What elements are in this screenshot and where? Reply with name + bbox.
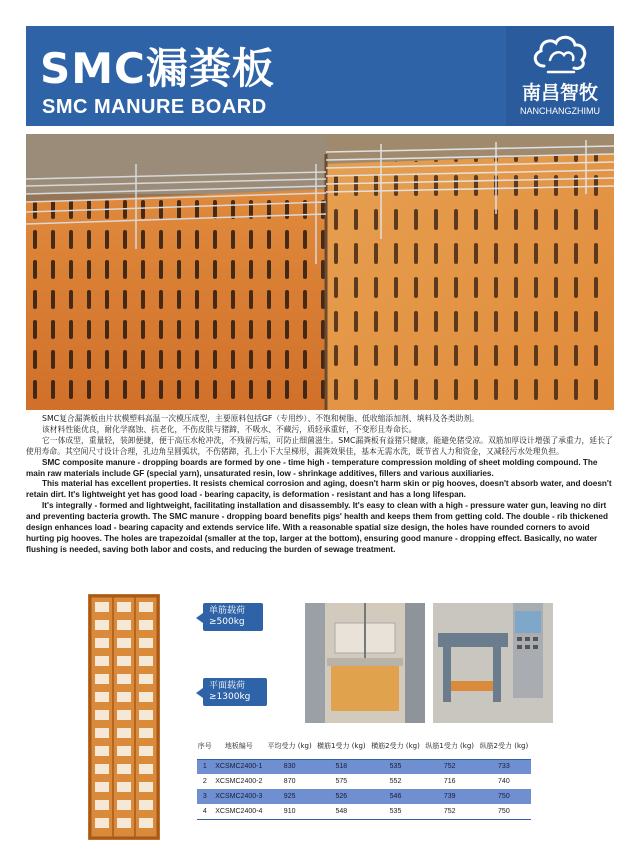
description-cn-paragraph-3: 它一体成型，重量轻，装卸便捷，便于高压水枪冲洗，不残留污垢，可防止细菌滋生。SMC漏粪板有益猪只健康，能避免猪受凉。双筋加厚设计增强了承重力，延长了使用寿命。其空间尺寸设计合理，孔边角呈圆弧状，不伤猪蹄，孔上小下大呈梯形，漏粪效果佳，基本无需水洗，既节省人力和资金，又减轻污水处理负担。 <box>26 435 613 456</box>
description-en-paragraph-1: SMC composite manure - dropping boards are formed by one - time high - temperature compression molding of sheet molding compound. The main raw materials include GF (special yarn), unsaturated resin, low - shrinkage additives, fillers and various auxiliaries. <box>26 457 598 478</box>
table-cell: 548 <box>314 804 368 819</box>
table-cell: 925 <box>265 789 314 804</box>
table-cell: XCSMC2400-3 <box>213 789 265 804</box>
brand-logo <box>506 26 614 126</box>
column-header: 序号 <box>197 735 213 759</box>
table-cell: 2 <box>202 778 207 785</box>
description-cn-paragraph-1: SMC复合漏粪板由片状模塑料高温一次模压成型，主要原料包括GF（专用纱）、不饱和树脂、低收缩添加剂、填料及各类助剂。 <box>42 414 479 423</box>
table-cell: 546 <box>368 789 422 804</box>
column-header: 地板编号 <box>213 735 265 759</box>
barn-floor-photo <box>26 134 614 410</box>
table-header-row <box>197 735 531 759</box>
single-rib-load-callout <box>203 603 263 631</box>
callout-arrow-1 <box>196 613 203 623</box>
brand-name-cn: 南昌智牧 <box>521 82 598 104</box>
title-cn: SMC漏粪板 <box>40 44 275 93</box>
table-cell: XCSMC2400-4 <box>213 804 265 819</box>
title-en: SMC MANURE BOARD <box>42 96 267 118</box>
table-cell: 740 <box>498 778 510 785</box>
table-cell: 739 <box>423 789 477 804</box>
table-cell: 4 <box>197 804 213 819</box>
single-rib-load-label: 单筋载荷 <box>209 606 246 616</box>
table-cell: 535 <box>368 759 422 774</box>
column-header: 纵筋2受力 (kg) <box>477 735 531 759</box>
table-cell: 1 <box>197 759 213 774</box>
table-cell: 552 <box>389 778 402 785</box>
table-cell: 752 <box>423 804 477 819</box>
table-cell: 518 <box>314 759 368 774</box>
column-header: 横筋2受力 (kg) <box>368 735 422 759</box>
table-cell: XCSMC2400-1 <box>213 759 265 774</box>
table-row <box>197 759 531 774</box>
description-cn-paragraph-2: 该材料性能优良，耐化学腐蚀、抗老化，不伤皮肤与猪蹄，不吸水、不藏污，质轻承重好，不变形且寿命长。 <box>42 424 417 434</box>
table-cell: 535 <box>368 804 422 819</box>
load-test-photo-1 <box>305 603 425 723</box>
flat-load-label: 平面载荷 <box>209 681 246 691</box>
single-rib-load-value: ≥500kg <box>209 617 245 627</box>
table-cell: 750 <box>477 789 531 804</box>
flat-load-callout <box>203 678 267 706</box>
product-description <box>26 414 614 556</box>
manure-board-photo <box>88 594 160 840</box>
brand-name-en: NANCHANGZHIMU <box>520 106 600 116</box>
table-cell: 830 <box>265 759 314 774</box>
header-banner <box>26 26 614 126</box>
column-header: 纵筋1受力 (kg) <box>423 735 477 759</box>
load-test-photo-2 <box>433 603 553 723</box>
table-row <box>197 804 531 819</box>
table-cell: 750 <box>477 804 531 819</box>
table-cell: 733 <box>477 759 531 774</box>
description-en-paragraph-2: This material has excellent properties. It resists chemical corrosion and aging, doesn't harm skin or pig hooves, doesn't absorb water, and doesn't retain dirt. It's lightweight yet has good load - bearing capacity, is deformation - resistant and has a long lifespan. <box>26 479 612 500</box>
callout-arrow-2 <box>196 688 203 698</box>
description-en-paragraph-3: It's integrally - formed and lightweight, facilitating installation and disassembly. It's easy to clean with a high - pressure water gun, leaving no dirt and preventing bacteria growth. The SMC manure - dropping board benefits pigs' health and keeps them from getting cold. The double - rib thickened design enhances load - bearing capacity and extends service life. With a reasonable spatial size design, the holes have rounded corners to avoid hurting pig hooves. The holes are trapezoidal (smaller at the top, larger at the bottom), ensuring good manure - dropping effect. Basically, no water flushing is needed, saving both labor and costs, and reducing the burden of sewage treatment. <box>26 501 608 554</box>
flat-load-value: ≥1300kg <box>209 692 251 702</box>
table-cell: XCSMC2400-2 <box>215 778 263 785</box>
table-row <box>197 789 531 804</box>
table-cell: 575 <box>335 778 348 785</box>
cloud-logo-icon <box>530 32 590 78</box>
table-cell: 870 <box>283 778 296 785</box>
column-header: 横筋1受力 (kg) <box>314 735 368 759</box>
table-cell: 526 <box>314 789 368 804</box>
table-cell: 3 <box>197 789 213 804</box>
table-cell: 752 <box>423 759 477 774</box>
table-row <box>197 774 531 789</box>
load-test-table <box>197 735 531 820</box>
column-header: 平均受力 (kg) <box>265 735 314 759</box>
table-cell: 910 <box>265 804 314 819</box>
table-cell: 716 <box>443 778 456 785</box>
